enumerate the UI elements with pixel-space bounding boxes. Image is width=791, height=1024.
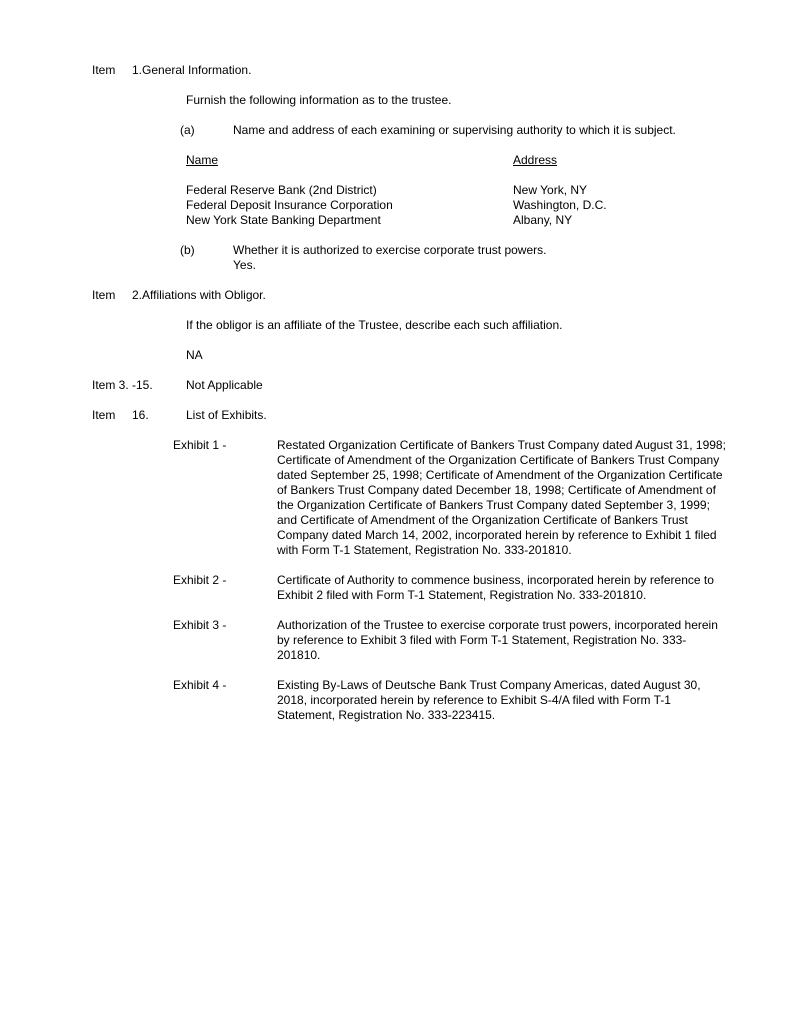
authority-address: Albany, NY — [513, 213, 573, 227]
authority-address: Washington, D.C. — [513, 198, 607, 212]
item-1a-marker: (a) — [180, 123, 195, 137]
exhibit-text-line: Restated Organization Certificate of Bankers Trust Company dated August 31, 1998; — [277, 438, 726, 452]
exhibit-label: Exhibit 3 - — [173, 618, 227, 632]
authority-name: New York State Banking Department — [186, 213, 381, 227]
authority-name: Federal Reserve Bank (2nd District) — [186, 183, 377, 197]
item-1-number: 1. — [132, 63, 143, 77]
exhibit-text-line: Certificate of Authority to commence business, incorporated herein by reference to — [277, 573, 714, 587]
exhibit-text-line: Existing By-Laws of Deutsche Bank Trust Company Americas, dated August 30, — [277, 678, 701, 692]
exhibit-text-line: 2018, incorporated herein by reference to Exhibit S-4/A filed with Form T-1 — [277, 693, 671, 707]
authority-table — [0, 183, 791, 228]
item-2-title: Affiliations with Obligor. — [142, 288, 266, 302]
item-1a-row — [0, 123, 791, 138]
item-1b-row — [0, 243, 791, 273]
exhibit-text-line: 201810. — [277, 648, 321, 662]
exhibit-text — [277, 678, 757, 723]
exhibit-entry — [0, 573, 791, 603]
item-1b-text: Whether it is authorized to exercise corporate trust powers. — [233, 243, 547, 257]
item-3-15-row — [0, 378, 791, 393]
name-column-header: Name — [186, 153, 219, 167]
exhibit-text — [277, 438, 757, 558]
address-column — [513, 153, 557, 167]
item-2-intro: If the obligor is an affiliate of the Trustee, describe each such affiliation. — [186, 318, 563, 332]
item-2-word: Item — [92, 288, 116, 302]
exhibit-text — [277, 573, 757, 603]
exhibit-entry — [0, 618, 791, 663]
exhibit-text-line: of Bankers Trust Company dated December 18, 1998; Certificate of Amendment of — [277, 483, 716, 497]
item-2-heading — [0, 288, 791, 303]
exhibit-text-line: and Certificate of Amendment of the Organization Certificate of Bankers Trust — [277, 513, 688, 527]
item-1-word: Item — [92, 63, 116, 77]
item-16-word: Item — [92, 408, 116, 422]
item-1b-body — [233, 243, 791, 273]
exhibit-label: Exhibit 4 - — [173, 678, 227, 692]
exhibit-text-line: the Organization Certificate of Bankers Trust Company dated September 3, 1999; — [277, 498, 710, 512]
name-column — [186, 153, 513, 168]
exhibit-text — [277, 618, 757, 663]
authority-name: Federal Deposit Insurance Corporation — [186, 198, 393, 212]
exhibit-text-line: with Form T-1 Statement, Registration No. 333-201810. — [277, 543, 572, 557]
authority-table-row — [186, 198, 791, 213]
item-1b-marker: (b) — [180, 243, 195, 257]
item-1-heading — [0, 63, 791, 78]
item-16-number: 16. — [132, 408, 149, 422]
exhibit-text-line: by reference to Exhibit 3 filed with Form T-1 Statement, Registration No. 333- — [277, 633, 687, 647]
exhibit-text-line: Exhibit 2 filed with Form T-1 Statement, Registration No. 333-201810. — [277, 588, 647, 602]
item-1b-answer: Yes. — [233, 258, 256, 272]
item-2-answer: NA — [186, 348, 203, 362]
item-1-title: General Information. — [142, 63, 252, 77]
authority-table-row — [186, 213, 791, 228]
item-16-row — [0, 408, 791, 423]
exhibit-text-line: Company dated March 14, 2002, incorporated herein by reference to Exhibit 1 filed — [277, 528, 717, 542]
exhibit-label: Exhibit 1 - — [173, 438, 227, 452]
address-column-header: Address — [513, 153, 558, 167]
exhibit-text-line: Statement, Registration No. 333-223415. — [277, 708, 496, 722]
item-2-number: 2. — [132, 288, 143, 302]
authority-address: New York, NY — [513, 183, 588, 197]
exhibit-text-line: Certificate of Amendment of the Organization Certificate of Bankers Trust Company — [277, 453, 720, 467]
item-3-15-label: Item 3. -15. — [92, 378, 153, 392]
exhibit-entry — [0, 678, 791, 723]
exhibit-label: Exhibit 2 - — [173, 573, 227, 587]
item-1-intro: Furnish the following information as to the trustee. — [186, 93, 452, 107]
item-1a-text: Name and address of each examining or supervising authority to which it is subject. — [233, 123, 676, 137]
exhibit-list — [0, 438, 791, 723]
authority-table-row — [186, 183, 791, 198]
exhibit-entry — [0, 438, 791, 558]
authority-table-header — [0, 153, 791, 168]
exhibit-text-line: dated September 25, 1998; Certificate of Amendment of the Organization Certificate — [277, 468, 723, 482]
item-16-text: List of Exhibits. — [186, 408, 267, 422]
item-3-15-text: Not Applicable — [186, 378, 263, 392]
exhibit-text-line: Authorization of the Trustee to exercise corporate trust powers, incorporated herein — [277, 618, 718, 632]
